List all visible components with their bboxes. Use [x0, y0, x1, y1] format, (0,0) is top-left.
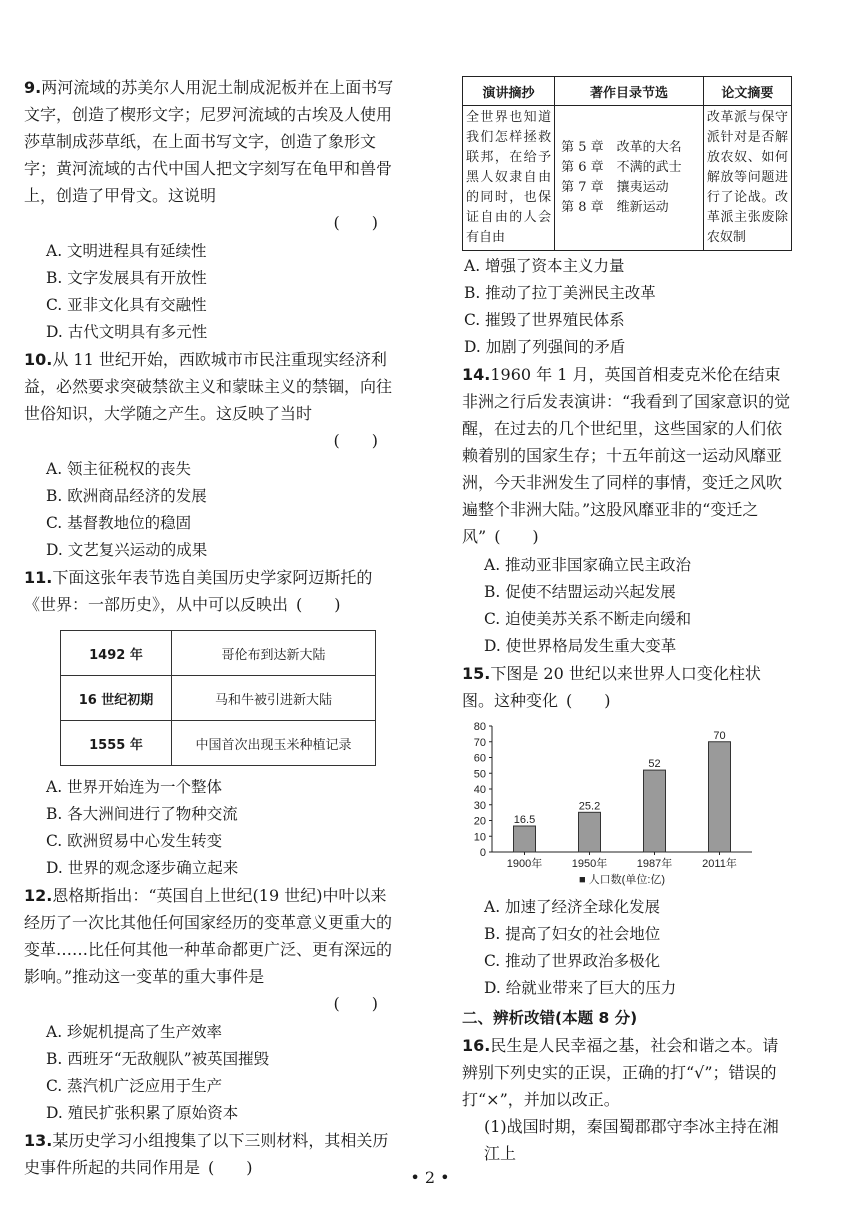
material-table — [462, 76, 792, 251]
question-number: 9. — [24, 78, 42, 97]
option: A. 加速了经济全球化发展 — [484, 898, 661, 916]
x-tick-label: 1900年 — [506, 858, 543, 870]
data-label: 52 — [648, 758, 661, 771]
timeline-table — [60, 630, 376, 766]
option: D. 世界的观念逐步确立起来 — [46, 859, 239, 877]
timeline-year: 1555 年 — [61, 721, 172, 766]
option: A. 推动亚非国家确立民主政治 — [484, 556, 692, 574]
y-tick-label: 50 — [473, 768, 486, 781]
answer-paren: ( ) — [494, 527, 539, 546]
options-list — [462, 253, 792, 361]
right-column — [462, 76, 792, 1167]
answer-paren: ( ) — [333, 431, 378, 450]
question-stem: 从 11 世纪开始，西欧城市市民注重现实经济利益，必然要求突破禁欲主义和蒙昧主义的禁锢，向往世俗知识，大学随之产生。这反映了当时 — [24, 350, 393, 423]
paper-abstract: 改革派与保守派针对是否解放农奴、如何解放等问题进行了论战。改革派主张废除农奴制 — [703, 106, 791, 251]
bar — [709, 742, 731, 852]
bar — [644, 770, 666, 852]
timeline-event: 马和牛被引进新大陆 — [172, 676, 376, 721]
table-header-row — [463, 77, 792, 106]
section-title: 二、辨析改错(本题 8 分) — [462, 1009, 638, 1027]
contents-item: 第 5 章 改革的大名 — [561, 140, 682, 155]
option: D. 文艺复兴运动的成果 — [46, 541, 208, 559]
question-number: 15. — [462, 664, 491, 683]
option: C. 蒸汽机广泛应用于生产 — [46, 1077, 223, 1095]
question-item: (1)战国时期，秦国蜀郡郡守李冰主持在湘江上 — [484, 1117, 779, 1163]
question-stem: 民生是人民幸福之基，社会和谐之本。请辨别下列史实的正误，正确的打“√”；错误的打“×”，并加以改正。 — [462, 1036, 779, 1109]
option: B. 各大洲间进行了物种交流 — [46, 805, 238, 823]
data-label: 16.5 — [513, 814, 536, 827]
question-16 — [462, 1032, 792, 1167]
options-list — [24, 774, 394, 882]
option: B. 提高了妇女的社会地位 — [484, 925, 661, 943]
option: B. 文字发展具有开放性 — [46, 269, 207, 287]
y-tick-label: 10 — [473, 831, 486, 844]
chart-legend: ■ 人口数(单位:亿) — [578, 874, 666, 886]
options-list — [24, 456, 394, 564]
question-stem: 恩格斯指出：“英国自上世纪(19 世纪)中叶以来经历了一次比其他任何国家经历的变革意义更重大的变革……比任何其他一种革命都更广泛、更有深远的影响。”推动这一变革的重大事件是 — [24, 886, 393, 986]
answer-paren: ( ) — [208, 1158, 253, 1177]
options-list — [462, 552, 792, 660]
column-header: 演讲摘抄 — [463, 77, 555, 106]
option: C. 摧毁了世界殖民体系 — [464, 311, 625, 329]
speech-excerpt: 全世界也知道我们怎样拯救联邦，在给予黑人奴隶自由的同时，也保证自由的人会有自由 — [463, 106, 555, 251]
question-stem: 两河流域的苏美尔人用泥土制成泥板并在上面书写文字，创造了楔形文字；尼罗河流域的古埃及人使用莎草制成莎草纸，在上面书写文字，创造了象形文字；黄河流域的古代中国人把文字刻写在龟甲和兽骨上，创造了甲骨文。这说明 — [24, 78, 394, 205]
column-header: 论文摘要 — [703, 77, 791, 106]
question-stem: 下面这张年表节选自美国历史学家阿迈斯托的《世界：一部历史》，从中可以反映出 — [24, 568, 373, 614]
question-number: 16. — [462, 1036, 491, 1055]
option: A. 领主征税权的丧失 — [46, 460, 192, 478]
question-10 — [24, 346, 394, 564]
data-label: 25.2 — [578, 800, 601, 813]
option: D. 给就业带来了巨大的压力 — [484, 979, 677, 997]
question-11 — [24, 564, 394, 882]
option: D. 古代文明具有多元性 — [46, 323, 208, 341]
question-number: 13. — [24, 1131, 53, 1150]
y-tick-label: 60 — [473, 752, 486, 765]
option: A. 增强了资本主义力量 — [464, 257, 625, 275]
question-stem: 某历史学习小组搜集了以下三则材料，其相关历史事件所起的共同作用是 — [24, 1131, 389, 1177]
timeline-event: 中国首次出现玉米种植记录 — [172, 721, 376, 766]
contents-item: 第 8 章 维新运动 — [561, 200, 669, 215]
options-list — [24, 238, 394, 346]
book-contents — [555, 106, 704, 251]
y-tick-label: 80 — [473, 721, 486, 733]
answer-paren: ( ) — [296, 595, 341, 614]
table-row — [61, 721, 376, 766]
table-row — [61, 676, 376, 721]
answer-paren: ( ) — [566, 691, 611, 710]
timeline-year: 1492 年 — [61, 631, 172, 676]
option: D. 加剧了列强间的矛盾 — [464, 338, 626, 356]
question-number: 10. — [24, 350, 53, 369]
option: B. 推动了拉丁美洲民主改革 — [464, 284, 656, 302]
options-list — [462, 894, 792, 1002]
page-number: • 2 • — [410, 1168, 450, 1187]
bar — [579, 812, 601, 852]
option: C. 推动了世界政治多极化 — [484, 952, 661, 970]
y-tick-label: 40 — [473, 784, 486, 796]
question-14 — [462, 361, 792, 660]
question-number: 11. — [24, 568, 53, 587]
answer-paren: ( ) — [333, 213, 378, 232]
option: C. 欧洲贸易中心发生转变 — [46, 832, 223, 850]
question-number: 14. — [462, 365, 491, 384]
question-12 — [24, 882, 394, 1127]
option: B. 欧洲商品经济的发展 — [46, 487, 207, 505]
option: C. 亚非文化具有交融性 — [46, 296, 207, 314]
options-list — [24, 1019, 394, 1127]
y-tick-label: 30 — [473, 799, 486, 812]
question-15 — [462, 660, 792, 1002]
bar — [514, 826, 536, 852]
y-tick-label: 70 — [473, 736, 486, 749]
contents-item: 第 6 章 不满的武士 — [561, 160, 682, 175]
option: A. 珍妮机提高了生产效率 — [46, 1023, 223, 1041]
option: A. 世界开始连为一个整体 — [46, 778, 223, 796]
option: B. 西班牙“无敌舰队”被英国摧毁 — [46, 1050, 270, 1068]
x-tick-label: 1987年 — [636, 858, 673, 870]
question-stem: 1960 年 1 月，英国首相麦克米伦在结束非洲之行后发表演讲：“我看到了国家意识的觉醒，在过去的几个世纪里，这些国家的人们依赖着别的国家生存；十五年前这一运动风靡亚洲，今天非洲发生了同样的事情，变迁之风吹遍整个非洲大陆。”这股风靡亚非的“变迁之风” — [462, 365, 791, 546]
timeline-year: 16 世纪初期 — [61, 676, 172, 721]
option: D. 殖民扩张积累了原始资本 — [46, 1104, 239, 1122]
option: D. 使世界格局发生重大变革 — [484, 637, 677, 655]
y-tick-label: 0 — [479, 847, 486, 859]
y-tick-label: 20 — [473, 815, 486, 828]
x-tick-label: 1950年 — [571, 858, 608, 870]
answer-paren: ( ) — [333, 994, 378, 1013]
table-row — [463, 106, 792, 251]
column-header: 著作目录节选 — [555, 77, 704, 106]
question-number: 12. — [24, 886, 53, 905]
population-bar-chart — [462, 720, 762, 888]
contents-item: 第 7 章 攘夷运动 — [561, 180, 669, 195]
left-column — [24, 74, 394, 1181]
option: C. 基督教地位的稳固 — [46, 514, 192, 532]
table-row — [61, 631, 376, 676]
timeline-event: 哥伦布到达新大陆 — [172, 631, 376, 676]
population-chart — [462, 720, 792, 892]
data-label: 70 — [713, 729, 726, 742]
question-9 — [24, 74, 394, 346]
option: B. 促使不结盟运动兴起发展 — [484, 583, 676, 601]
option: C. 迫使美苏关系不断走向缓和 — [484, 610, 692, 628]
option: A. 文明进程具有延续性 — [46, 242, 207, 260]
x-tick-label: 2011年 — [702, 858, 737, 870]
question-stem: 下图是 20 世纪以来世界人口变化柱状图。这种变化 — [462, 664, 761, 710]
